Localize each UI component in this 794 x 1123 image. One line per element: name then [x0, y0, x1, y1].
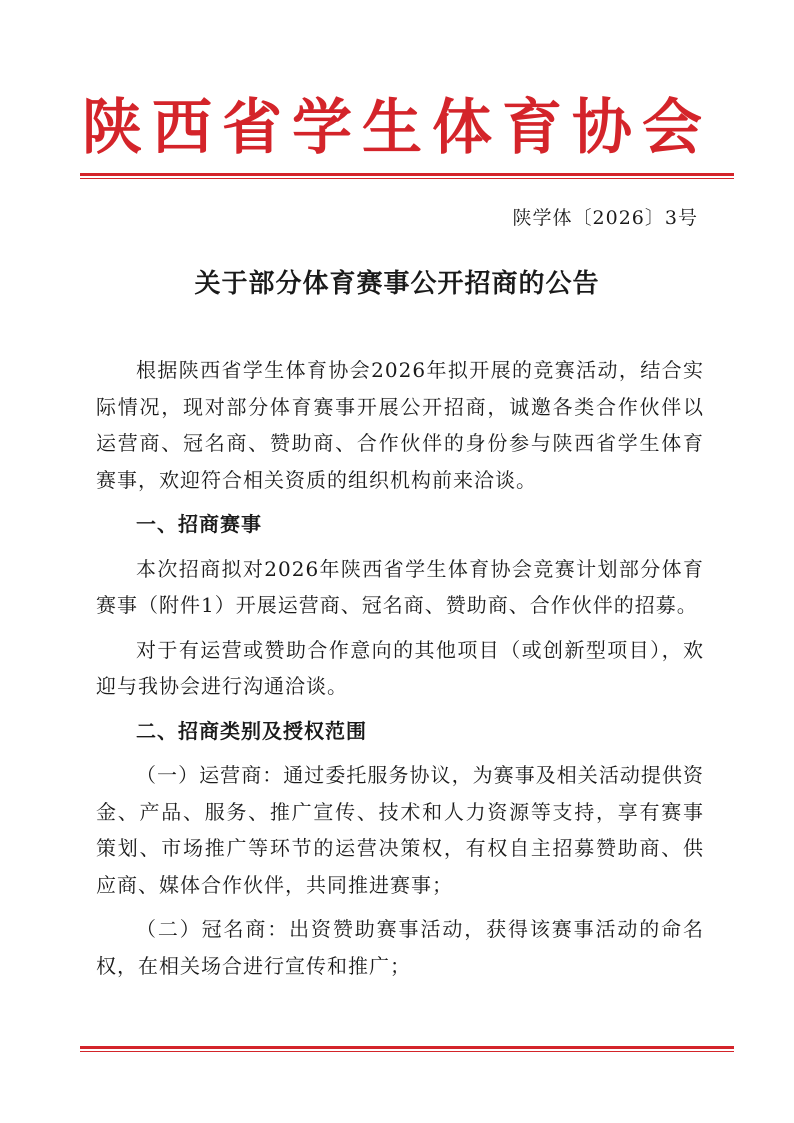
notice-title: 关于部分体育赛事公开招商的公告	[194, 269, 600, 299]
organization-letterhead: 陕西省学生体育协会	[82, 93, 712, 163]
notice-body	[96, 352, 704, 984]
section2-item-title-sponsor: （二）冠名商：出资赞助赛事活动，获得该赛事活动的命名权，在相关场合进行宣传和推广；	[96, 917, 704, 978]
section-heading-1: 一、招商赛事	[136, 512, 262, 536]
section2-item-operator: （一）运营商：通过委托服务协议，为赛事及相关活动提供资金、产品、服务、推广宣传、技术和人力资源等支持，享有赛事策划、市场推广等环节的运营决策权，有权自主招募赞助商、供应商、媒体合作伙伴，共同推进赛事；	[96, 763, 704, 897]
intro-paragraph: 根据陕西省学生体育协会2026年拟开展的竞赛活动，结合实际情况，现对部分体育赛事开展公开招商，诚邀各类合作伙伴以运营商、冠名商、赞助商、合作伙伴的身份参与陕西省学生体育赛事，欢迎符合相关资质的组织机构前来洽谈。	[96, 358, 704, 492]
section1-paragraph-2: 对于有运营或赞助合作意向的其他项目（或创新型项目），欢迎与我协会进行沟通洽谈。	[96, 637, 704, 698]
document-number: 陕学体〔2026〕3号	[512, 207, 698, 229]
section1-paragraph-1: 本次招商拟对2026年陕西省学生体育协会竞赛计划部分体育赛事（附件1）开展运营商、冠名商、赞助商、合作伙伴的招募。	[96, 556, 704, 617]
section-heading-2: 二、招商类别及授权范围	[136, 718, 367, 743]
letterhead-divider-top	[80, 173, 734, 179]
footer-divider	[80, 1046, 734, 1052]
